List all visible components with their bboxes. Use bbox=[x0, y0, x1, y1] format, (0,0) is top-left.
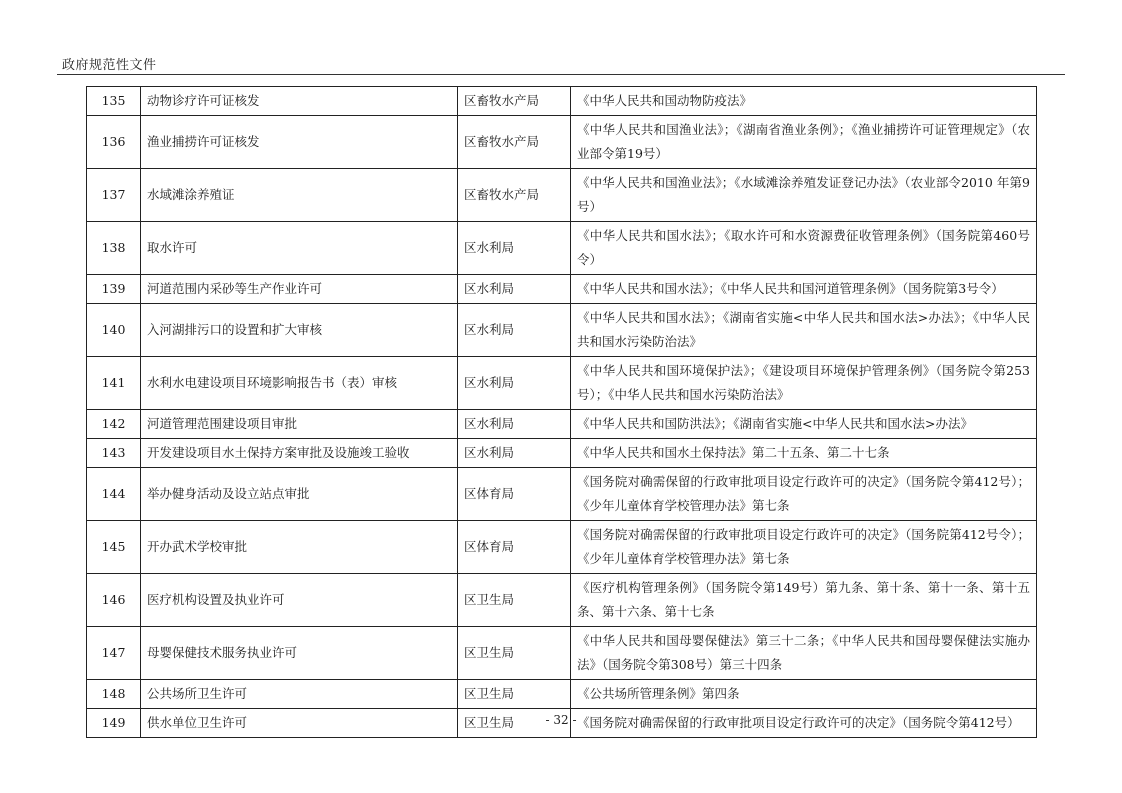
row-number: 136 bbox=[87, 116, 141, 169]
permit-item: 取水许可 bbox=[141, 222, 458, 275]
legal-basis: 《国务院对确需保留的行政审批项目设定行政许可的决定》（国务院第412号令）；《少年儿童体育学校管理办法》第七条 bbox=[571, 521, 1037, 574]
header-divider bbox=[57, 74, 1065, 75]
row-number: 139 bbox=[87, 275, 141, 304]
legal-basis: 《中华人民共和国动物防疫法》 bbox=[571, 87, 1037, 116]
table-row bbox=[87, 627, 1037, 680]
table-row bbox=[87, 169, 1037, 222]
legal-basis: 《中华人民共和国渔业法》；《湖南省渔业条例》；《渔业捕捞许可证管理规定》（农业部令第19号） bbox=[571, 116, 1037, 169]
row-number: 143 bbox=[87, 439, 141, 468]
table-row bbox=[87, 222, 1037, 275]
legal-basis: 《中华人民共和国水法》；《湖南省实施<中华人民共和国水法>办法》；《中华人民共和国水污染防治法》 bbox=[571, 304, 1037, 357]
legal-basis: 《国务院对确需保留的行政审批项目设定行政许可的决定》（国务院令第412号） bbox=[571, 709, 1037, 738]
row-number: 140 bbox=[87, 304, 141, 357]
permit-item: 医疗机构设置及执业许可 bbox=[141, 574, 458, 627]
legal-basis: 《公共场所管理条例》第四条 bbox=[571, 680, 1037, 709]
row-number: 145 bbox=[87, 521, 141, 574]
department: 区卫生局 bbox=[458, 680, 571, 709]
legal-basis: 《中华人民共和国水法》；《中华人民共和国河道管理条例》（国务院第3号令） bbox=[571, 275, 1037, 304]
permit-item: 入河湖排污口的设置和扩大审核 bbox=[141, 304, 458, 357]
row-number: 138 bbox=[87, 222, 141, 275]
department: 区畜牧水产局 bbox=[458, 169, 571, 222]
legal-basis: 《国务院对确需保留的行政审批项目设定行政许可的决定》（国务院令第412号）；《少年儿童体育学校管理办法》第七条 bbox=[571, 468, 1037, 521]
permit-item: 供水单位卫生许可 bbox=[141, 709, 458, 738]
permit-item: 河道管理范围建设项目审批 bbox=[141, 410, 458, 439]
permit-item: 举办健身活动及设立站点审批 bbox=[141, 468, 458, 521]
permit-item: 母婴保健技术服务执业许可 bbox=[141, 627, 458, 680]
row-number: 144 bbox=[87, 468, 141, 521]
permit-item: 开办武术学校审批 bbox=[141, 521, 458, 574]
table-row bbox=[87, 680, 1037, 709]
row-number: 142 bbox=[87, 410, 141, 439]
row-number: 137 bbox=[87, 169, 141, 222]
legal-basis: 《中华人民共和国水土保持法》第二十五条、第二十七条 bbox=[571, 439, 1037, 468]
department: 区水利局 bbox=[458, 275, 571, 304]
department: 区体育局 bbox=[458, 468, 571, 521]
permit-item: 渔业捕捞许可证核发 bbox=[141, 116, 458, 169]
permit-item: 水利水电建设项目环境影响报告书（表）审核 bbox=[141, 357, 458, 410]
table-row bbox=[87, 410, 1037, 439]
department: 区卫生局 bbox=[458, 627, 571, 680]
department: 区水利局 bbox=[458, 304, 571, 357]
row-number: 141 bbox=[87, 357, 141, 410]
table-row bbox=[87, 439, 1037, 468]
legal-basis: 《中华人民共和国环境保护法》；《建设项目环境保护管理条例》（国务院令第253号）；《中华人民共和国水污染防治法》 bbox=[571, 357, 1037, 410]
table-row bbox=[87, 275, 1037, 304]
table-row bbox=[87, 357, 1037, 410]
table-row bbox=[87, 468, 1037, 521]
permits-table bbox=[86, 86, 1037, 738]
permit-item: 开发建设项目水土保持方案审批及设施竣工验收 bbox=[141, 439, 458, 468]
permit-item: 水域滩涂养殖证 bbox=[141, 169, 458, 222]
department: 区畜牧水产局 bbox=[458, 87, 571, 116]
legal-basis: 《中华人民共和国水法》；《取水许可和水资源费征收管理条例》（国务院第460号令） bbox=[571, 222, 1037, 275]
legal-basis: 《中华人民共和国母婴保健法》第三十二条；《中华人民共和国母婴保健法实施办法》（国务院令第308号）第三十四条 bbox=[571, 627, 1037, 680]
permit-item: 公共场所卫生许可 bbox=[141, 680, 458, 709]
row-number: 148 bbox=[87, 680, 141, 709]
permits-table-body bbox=[87, 87, 1037, 738]
table-row bbox=[87, 304, 1037, 357]
permit-item: 河道范围内采砂等生产作业许可 bbox=[141, 275, 458, 304]
row-number: 149 bbox=[87, 709, 141, 738]
department: 区水利局 bbox=[458, 410, 571, 439]
department: 区水利局 bbox=[458, 439, 571, 468]
table-row bbox=[87, 116, 1037, 169]
department: 区畜牧水产局 bbox=[458, 116, 571, 169]
row-number: 147 bbox=[87, 627, 141, 680]
page-number: - 32 - bbox=[545, 713, 577, 727]
department: 区体育局 bbox=[458, 521, 571, 574]
row-number: 146 bbox=[87, 574, 141, 627]
document-header-title: 政府规范性文件 bbox=[62, 58, 157, 73]
row-number: 135 bbox=[87, 87, 141, 116]
legal-basis: 《中华人民共和国防洪法》；《湖南省实施<中华人民共和国水法>办法》 bbox=[571, 410, 1037, 439]
table-row bbox=[87, 521, 1037, 574]
department: 区水利局 bbox=[458, 357, 571, 410]
legal-basis: 《中华人民共和国渔业法》；《水域滩涂养殖发证登记办法》（农业部令2010 年第9号） bbox=[571, 169, 1037, 222]
legal-basis: 《医疗机构管理条例》（国务院令第149号）第九条、第十条、第十一条、第十五条、第十六条、第十七条 bbox=[571, 574, 1037, 627]
department: 区卫生局 bbox=[458, 574, 571, 627]
table-row bbox=[87, 574, 1037, 627]
permit-item: 动物诊疗许可证核发 bbox=[141, 87, 458, 116]
department: 区水利局 bbox=[458, 222, 571, 275]
table-row bbox=[87, 87, 1037, 116]
department: 区卫生局 bbox=[458, 709, 571, 738]
